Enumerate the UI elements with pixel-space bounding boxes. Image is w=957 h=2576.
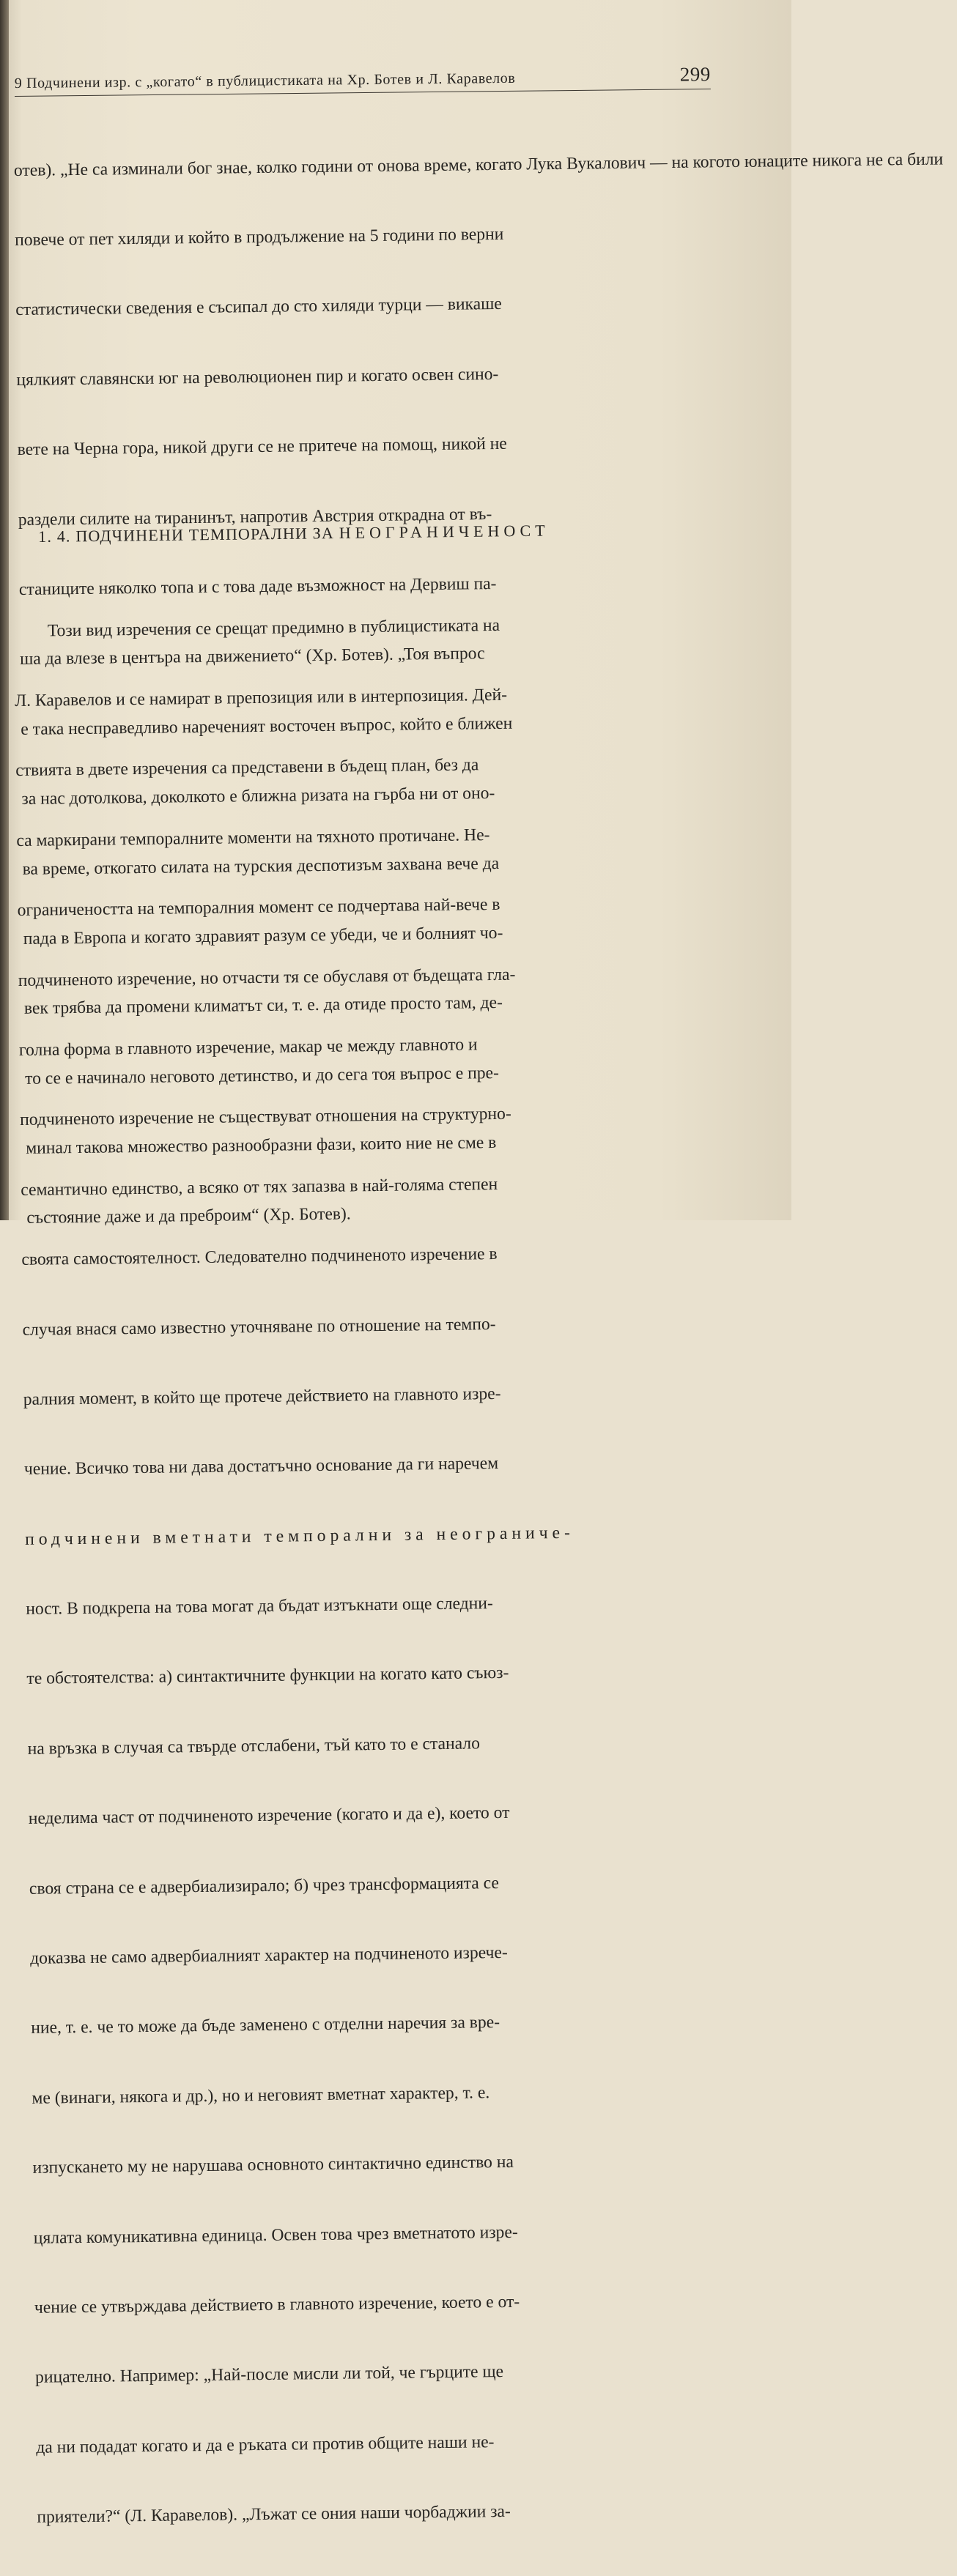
text-line: чение се утвърждава действието в главното изречение, което е от- (34, 2292, 520, 2317)
text-line: Л. Каравелов и се намират в препозиция или в интерпозиция. Дей- (14, 685, 508, 710)
text-line: доказва не само адвербиалният характер на подчиненото изрече- (29, 1942, 508, 1968)
book-binding-edge (0, 0, 9, 1220)
text-line: те обстоятелства: а) синтактичните функции на когато като съюз- (26, 1663, 509, 1689)
text-line: чение. Всичко това ни дава достатъчно основание да ги наречем (23, 1454, 499, 1480)
text-line: раздели силите на тиранинът, напротив Австрия открадна от въ- (18, 504, 492, 530)
text-line: семантично единство, а всяко от тях запазва в най-голяма степен (21, 1174, 498, 1200)
text-line: ние, т. е. че то може да бъде заменено с отделни наречия за вре- (31, 2013, 500, 2038)
paragraph-karavelov (13, 565, 755, 2576)
text-line: повече от пет хиляди и който в продължение на 5 години по верни (14, 224, 504, 250)
section-title-spaced: НЕОГРАНИЧЕНОСТ (339, 521, 550, 542)
text-line: подчиненото изречение, но отчасти тя се обуславя от бъдещата гла- (18, 965, 516, 990)
running-head (15, 63, 711, 97)
text-line: цялкият славянски юг на революционен пир и когато освен сино- (16, 364, 499, 390)
text-line: са маркирани темпоралните моменти на тяхното протичане. Не- (16, 825, 490, 850)
text-line: за нас дотолкова, доколкото е ближна ризата на гърба ни от оно- (21, 784, 495, 809)
text-line: неделима част от подчиненото изречение (когато и да е), което от (28, 1803, 510, 1829)
text-line: подчиненото изречение не съществуват отношения на структурно- (19, 1105, 511, 1130)
text-line: минал такова множество разнообразни фази, които ние не сме в (26, 1133, 497, 1158)
text-line: е така несправедливо нареченият восточен въпрос, който е ближен (21, 713, 513, 739)
section-number: 1. 4. (38, 527, 71, 546)
text-line: отев). „Не са изминали бог знае, колко години от онова време, когато Лука Вукалович — на когото юнаците никога не са били (13, 149, 944, 180)
text-line: вете на Черна гора, никой други се не притече на помощ, никой не (17, 434, 507, 460)
text-line: ва време, откогато силата на турския деспотизъм захвана вече да (22, 853, 500, 879)
text-line: на връзка в случая са твърде отслабени, тъй като то е станало (27, 1734, 481, 1759)
text-line: голна форма в главното изречение, макар че между главното и (18, 1035, 478, 1060)
text-line: пада в Европа и когато здравият разум се убеди, че и болният чо- (23, 923, 503, 949)
text-line: ме (винаги, някога и др.), но и неговият вметнат характер, т. е. (32, 2083, 490, 2108)
text-line: изпускането му не нарушава основното синтактично единство на (32, 2153, 514, 2178)
text-line: ша да влезе в центъра на движението“ (Хр. Ботев). „Тоя въпрос (19, 644, 485, 669)
text-line: своята самостоятелност. Следователно подчиненото изречение в (21, 1244, 498, 1270)
text-line: случая внася само известно уточняване по отношение на темпо- (22, 1314, 496, 1340)
text-line: то се е начинало неговото детинство, и до сега тоя въпрос е пре- (24, 1063, 500, 1088)
text-line: век трябва да промени климатът си, т. е. да отиде просто там, де- (23, 993, 503, 1019)
text-line: подчинени вметнати темпорални за неограниче- (24, 1523, 574, 1549)
page-number: 299 (679, 63, 711, 86)
text-line: рицателно. Например: „Най-после мисли ли той, че гърците ще (34, 2362, 504, 2388)
section-title: ПОДЧИНЕНИ ТЕМПОРАЛНИ ЗА (75, 524, 335, 546)
text-line: ствията в двете изречения са представени в бъдещ план, без да (15, 755, 479, 781)
text-line: статистически сведения е съсипал до сто хиляди турци — викаше (15, 294, 502, 320)
text-line: ограничеността на темпоралния момент се подчертава най-вече в (17, 895, 500, 921)
text-line: своя страна се е адвербиализирало; б) чрез трансформацията се (29, 1873, 500, 1898)
text-line: цялата комуникативна единица. Освен това чрез вметнатото изре- (33, 2222, 518, 2248)
text-line: приятели?“ (Л. Каравелов). „Лъжат се ония наши чорбаджии за- (37, 2502, 511, 2527)
text-line: състояние даже и да преброим“ (Хр. Ботев). (26, 1204, 351, 1228)
text-line: да ни подадат когато и да е ръката си против общите наши не- (36, 2432, 495, 2457)
running-head-text: 9 Подчинени изр. с „когато“ в публицистиката на Хр. Ботев и Л. Каравелов (14, 70, 516, 92)
text-line: Този вид изречения се срещат предимно в публицистиката на (47, 615, 500, 641)
text-line: ност. В подкрепа на това могат да бъдат изтъкнати още следни- (26, 1594, 493, 1619)
text-line: ралния момент, в който ще протече действието на главното изре- (23, 1384, 501, 1409)
text-line: станиците няколко топа и с това даде възможност на Дервиш па- (18, 574, 497, 599)
